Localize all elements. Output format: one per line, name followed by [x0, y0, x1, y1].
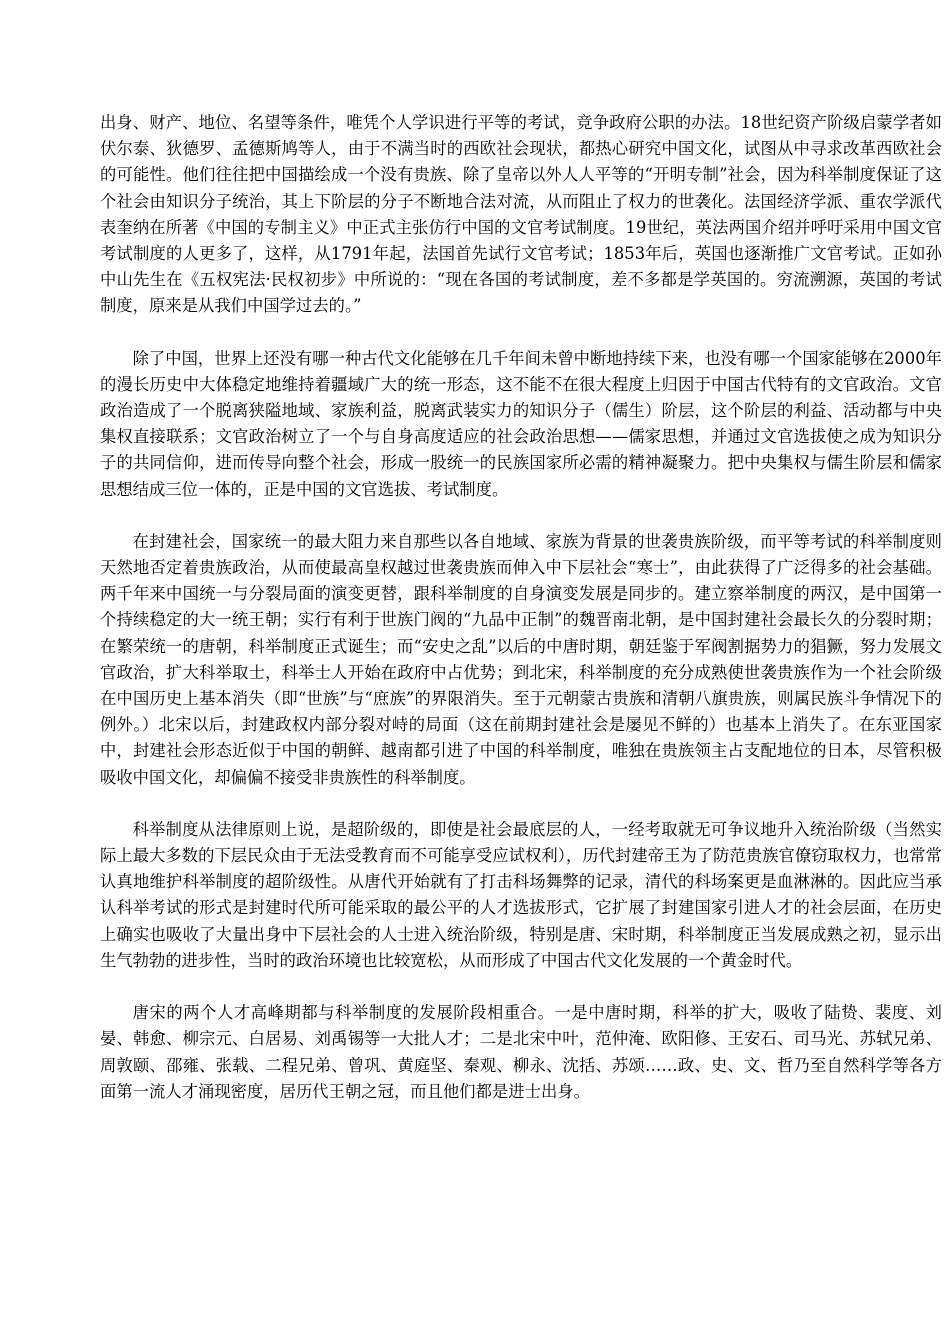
- paragraph-gap: [100, 320, 942, 346]
- paragraph-5: 唐宋的两个人才高峰期都与科举制度的发展阶段相重合。一是中唐时期，科举的扩大，吸收了陆贽、裴度、刘晏、韩愈、柳宗元、白居易、刘禹锡等一大批人才；二是北宋中叶，范仲淹、欧阳修、王安石、司马光、苏轼兄弟、周敦颐、邵雍、张载、二程兄弟、曾巩、黄庭坚、秦观、柳永、沈括、苏颂……政、史、文、哲乃至自然科学等各方面第一流人才涌现密度，居历代王朝之冠，而且他们都是进士出身。: [100, 1003, 942, 1101]
- paragraph-2: 除了中国，世界上还没有哪一种古代文化能够在几千年间未曾中断地持续下来，也没有哪一个国家能够在2000年的漫长历史中大体稳定地维持着疆域广大的统一形态，这不能不在很大程度上归因于中国古代特有的文官政治。文官政治造成了一个脱离狭隘地域、家族利益，脱离武装实力的知识分子（儒生）阶层，这个阶层的利益、活动都与中央集权直接联系；文官政治树立了一个与自身高度适应的社会政治思想——儒家思想，并通过文官选拔使之成为知识分子的共同信仰，进而传导向整个社会，形成一股统一的民族国家所必需的精神凝聚力。把中央集权与儒生阶层和儒家思想结成三位一体的，正是中国的文官选拔、考试制度。: [100, 348, 942, 499]
- paragraph-gap: [100, 791, 942, 817]
- paragraph-4: 科举制度从法律原则上说，是超阶级的，即使是社会最底层的人，一经考取就无可争议地升入统治阶级（当然实际上最大多数的下层民众由于无法受教育而不可能享受应试权利），历代封建帝王为了防范贵族官僚窃取权力，也常常认真地维护科举制度的超阶级性。从唐代开始就有了打击科场舞弊的记录，清代的科场案更是血淋淋的。因此应当承认科举考试的形式是封建时代所可能采取的最公平的人才选拔形式，它扩展了封建国家引进人才的社会层面，在历史上确实也吸收了大量出身中下层社会的人士进入统治阶级，特别是唐、宋时期，科举制度正当发展成熟之初，显示出生气勃勃的进步性，当时的政治环境也比较宽松，从而形成了中国古代文化发展的一个黄金时代。: [100, 819, 942, 970]
- document-body: [100, 110, 942, 1105]
- paragraph-gap: [100, 503, 942, 529]
- paragraph-1: 出身、财产、地位、名望等条件，唯凭个人学识进行平等的考试，竞争政府公职的办法。18世纪资产阶级启蒙学者如伏尔泰、狄德罗、孟德斯鸠等人，由于不满当时的西欧社会现状，都热心研究中国文化，试图从中寻求改革西欧社会的可能性。他们往往把中国描绘成一个没有贵族、除了皇帝以外人人平等的“开明专制”社会，因为科举制度保证了这个社会由知识分子统治，其上下阶层的分子不断地合法对流，从而阻止了权力的世袭化。法国经济学派、重农学派代表奎纳在所著《中国的专制主义》中正式主张仿行中国的文官考试制度。19世纪，英法两国介绍并呼吁采用中国文官考试制度的人更多了，这样，从1791年起，法国首先试行文官考试；1853年后，英国也逐渐推广文官考试。正如孙中山先生在《五权宪法·民权初步》中所说的：“现在各国的考试制度，差不多都是学英国的。穷流溯源，英国的考试制度，原来是从我们中国学过去的。”: [100, 113, 942, 316]
- paragraph-gap: [100, 974, 942, 1000]
- paragraph-3: 在封建社会，国家统一的最大阻力来自那些以各自地域、家族为背景的世袭贵族阶级，而平等考试的科举制度则天然地否定着贵族政治，从而使最高皇权越过世袭贵族而伸入中下层社会“寒士”，由此获得了广泛得多的社会基础。两千年来中国统一与分裂局面的演变更替，跟科举制度的自身演变发展是同步的。建立察举制度的两汉，是中国第一个持续稳定的大一统王朝；实行有利于世族门阀的“九品中正制”的魏晋南北朝，是中国封建社会最长久的分裂时期；在繁荣统一的唐朝，科举制度正式诞生；而“安史之乱”以后的中唐时期，朝廷鉴于军阀割据势力的猖獗，努力发展文官政治，扩大科举取士，科举士人开始在政府中占优势；到北宋，科举制度的充分成熟使世袭贵族作为一个社会阶级在中国历史上基本消失（即“世族”与“庶族”的界限消失。至于元朝蒙古贵族和清朝八旗贵族，则属民族斗争情况下的例外。）北宋以后，封建政权内部分裂对峙的局面（这在前期封建社会是屡见不鲜的）也基本上消失了。在东亚国家中，封建社会形态近似于中国的朝鲜、越南都引进了中国的科举制度，唯独在贵族领主占支配地位的日本，尽管积极吸收中国文化，却偏偏不接受非贵族性的科举制度。: [100, 531, 942, 787]
